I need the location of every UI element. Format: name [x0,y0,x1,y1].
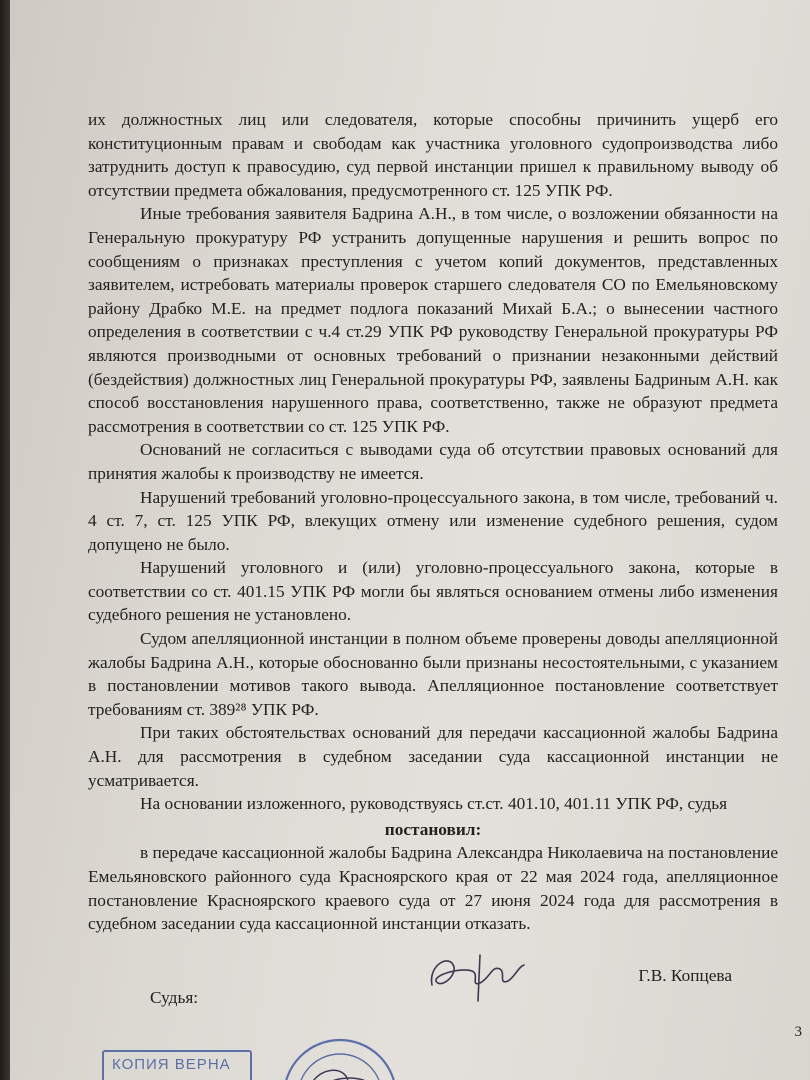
paragraph-5: Нарушений уголовного и (или) уголовно-процессуального закона, которые в соответствии со ст. 401.15 УПК РФ могли бы являться основанием отмены либо изменения судебного решения не установлено. [88,558,778,625]
paragraph-7: При таких обстоятельствах оснований для передачи кассационной жалобы Бадрина А.Н. для рассмотрения в судебном заседании суда кассационной инстанции не усматривается. [88,723,778,790]
judge-name: Г.В. Копцева [638,966,732,985]
copy-verified-stamp: КОПИЯ ВЕРНА [102,1050,252,1080]
document-page [10,0,810,1080]
background-edge [0,0,10,1080]
paragraph-2: Иные требования заявителя Бадрина А.Н., в том числе, о возложении обязанности на Генеральную прокуратуру РФ устранить допущенные нарушения и решить вопрос по сообщениям о признаках преступления с учетом копий документов, представленных заявителем, истребовать материалы проверок старшего следователя СО по Емельяновскому району Драбко М.Е. на предмет подлога показаний Михай Б.А.; о вынесении частного определения в соответствии с ч.4 ст.29 УПК РФ руководству Генеральной прокуратуры РФ являются производными от основных требований о признании незаконными действий (бездействия) должностных лиц Генеральной прокуратуры РФ, заявлены Бадриным А.Н. как способ восстановления нарушенного права, соответственно, также не образуют предмета рассмотрения в соответствии со ст. 125 УПК РФ. [88,204,778,436]
paragraph-8: На основании изложенного, руководствуясь ст.ст. 401.10, 401.11 УПК РФ, судья [140,794,728,814]
judge-label: Судья: [150,988,199,1007]
paragraph-1: их должностных лиц или следователя, которые способны причинить ущерб его конституционным правам и свободам как участника уголовного судопроизводства либо затруднить доступ к правосудию, суд первой инстанции пришел к правильному выводу об отсутствии предмета обжалования, предусмотренного ст. 125 УПК РФ. [88,110,778,200]
document-body [88,108,778,936]
court-seal-icon [270,1026,400,1080]
resolution-heading: постановил: [384,819,482,839]
paragraph-6: Судом апелляционной инстанции в полном объеме проверены доводы апелляционной жалобы Бадрина А.Н., которые обоснованно были признаны несостоятельными, с указанием в постановлении мотивов такого вывода. Апелляционное постановление соответствует требованиям ст. 389²⁸ УПК РФ. [88,629,778,719]
paragraph-3: Оснований не согласиться с выводами суда об отсутствии правовых оснований для принятия жалобы к производству не имеется. [88,440,778,483]
paragraph-4: Нарушений требований уголовно-процессуального закона, в том числе, требований ч. 4 ст. 7, ст. 125 УПК РФ, влекущих отмену или изменение судебного решения, судом допущено не было. [88,487,778,554]
resolution-text: в передаче кассационной жалобы Бадрина Александра Николаевича на постановление Емельяновского районного суда Красноярского края от 22 мая 2024 года, апелляционное постановление Красноярского краевого суда от 27 июня 2024 года для рассмотрения в судебном заседании суда кассационной инстанции отказать. [88,843,778,934]
page-number: 3 [794,1024,802,1040]
